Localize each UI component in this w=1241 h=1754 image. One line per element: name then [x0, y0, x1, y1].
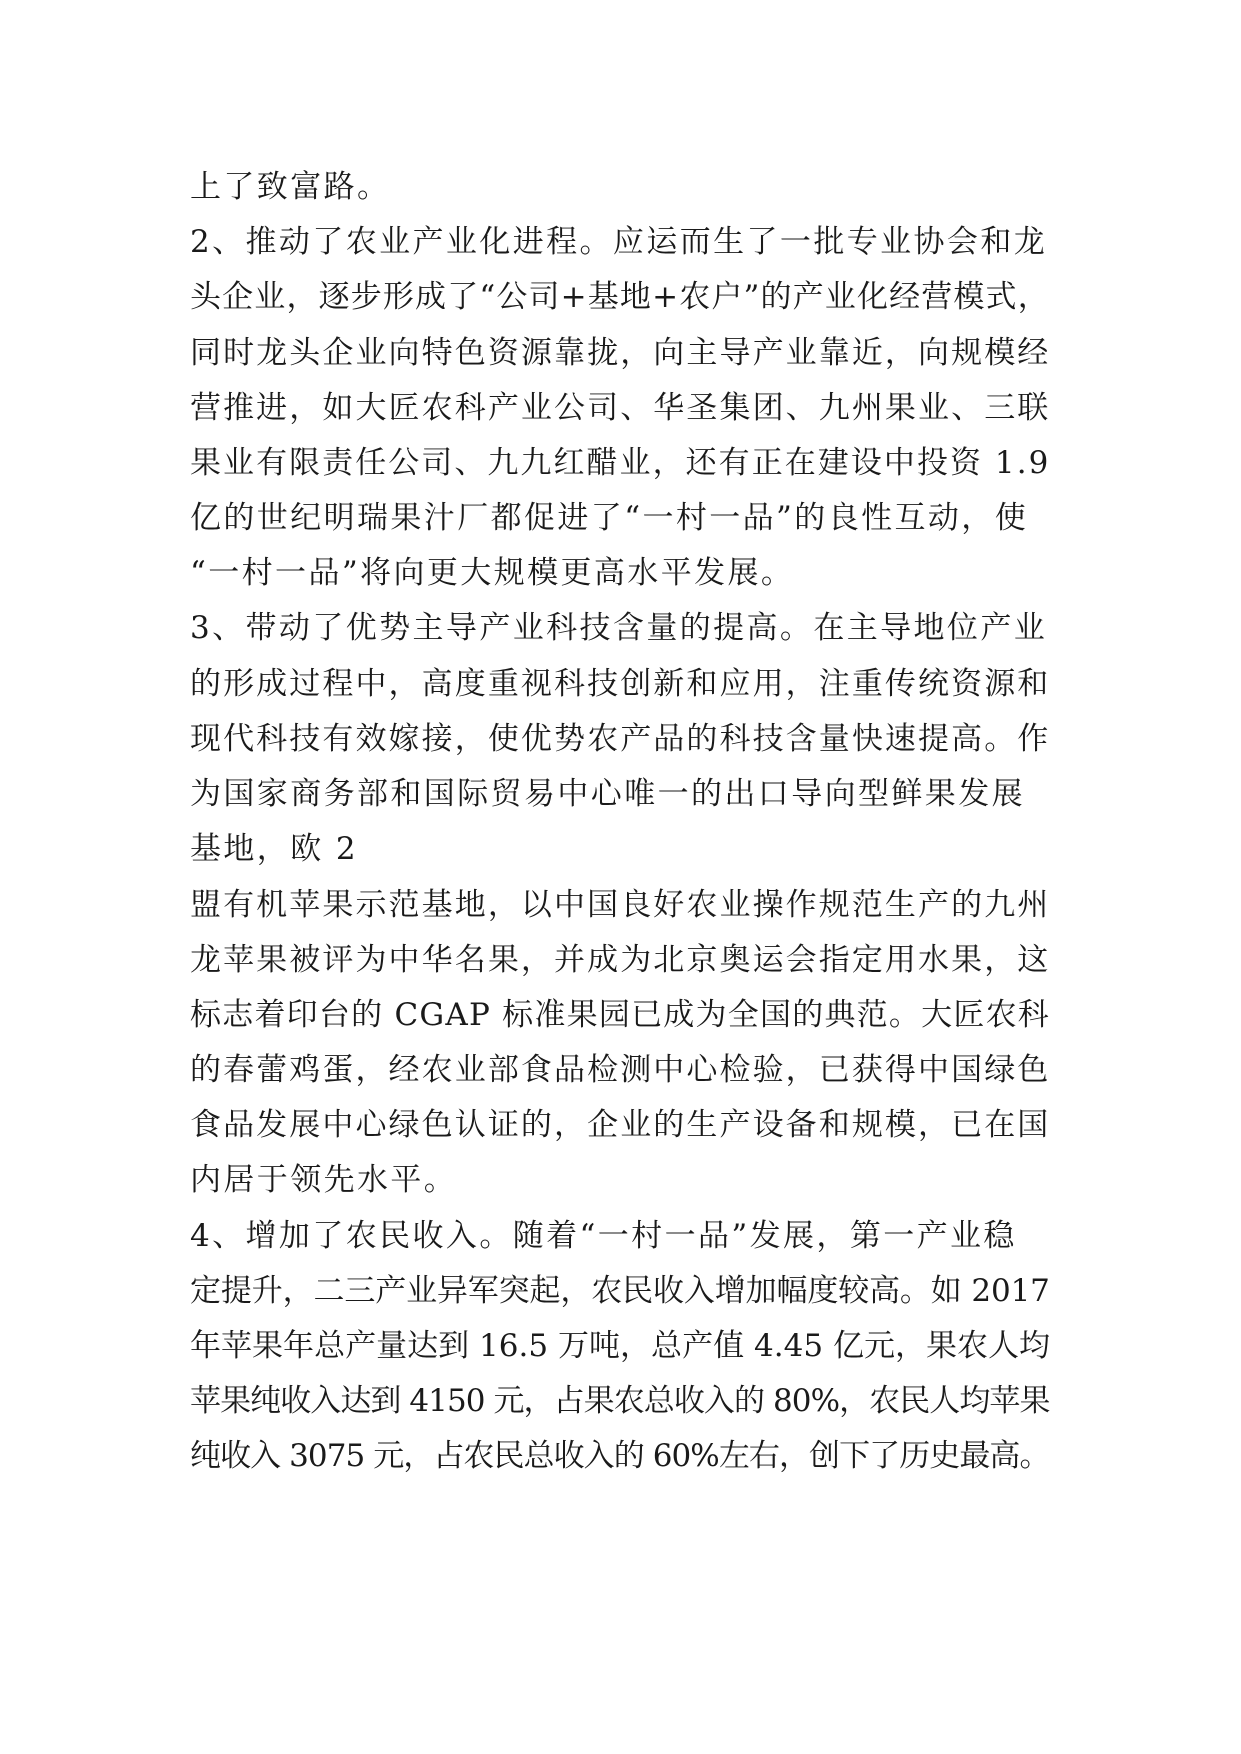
- text-line: 果业有限责任公司、九九红醋业，还有正在建设中投资 1.9: [190, 445, 1051, 481]
- text-line: 为国家商务部和国际贸易中心唯一的出口导向型鲜果发展: [190, 776, 1025, 812]
- text-line: 现代科技有效嫁接，使优势农产品的科技含量快速提高。作: [190, 721, 1051, 757]
- text-line: “一村一品”将向更大规模更高水平发展。: [190, 555, 795, 591]
- text-line: 盟有机苹果示范基地，以中国良好农业操作规范生产的九州: [190, 887, 1051, 923]
- text-line: 定提升，二三产业异军突起，农民收入增加幅度较高。如 2017: [190, 1273, 1050, 1309]
- text-line: 同时龙头企业向特色资源靠拢，向主导产业靠近，向规模经: [190, 335, 1051, 371]
- text-line: 3、带动了优势主导产业科技含量的提高。在主导地位产业: [190, 610, 1048, 646]
- text-line: 上了致富路。: [190, 169, 391, 205]
- text-line: 内居于领先水平。: [190, 1162, 458, 1198]
- text-line: 基地，欧 2: [190, 831, 358, 867]
- text-line: 头企业，逐步形成了“公司+基地+农户”的产业化经营模式，: [190, 279, 1050, 315]
- text-line: 的形成过程中，高度重视科技创新和应用，注重传统资源和: [190, 666, 1051, 702]
- text-line: 苹果纯收入达到 4150 元，占果农总收入的 80%，农民人均苹果: [190, 1383, 1050, 1419]
- text-line: 龙苹果被评为中华名果，并成为北京奥运会指定用水果，这: [190, 942, 1051, 978]
- text-line: 年苹果年总产量达到 16.5 万吨，总产值 4.45 亿元，果农人均: [190, 1328, 1051, 1364]
- text-line: 的春蕾鸡蛋，经农业部食品检测中心检验，已获得中国绿色: [190, 1052, 1051, 1088]
- text-line: 标志着印台的 CGAP 标准果园已成为全国的典范。大匠农科: [190, 997, 1051, 1033]
- text-line: 2、推动了农业产业化进程。应运而生了一批专业协会和龙: [190, 224, 1048, 260]
- text-line: 纯收入 3075 元，占农民总收入的 60%左右，创下了历史最高。: [190, 1438, 1050, 1474]
- text-line: 4、增加了农民收入。随着“一村一品”发展，第一产业稳: [190, 1218, 1017, 1254]
- text-line: 营推进，如大匠农科产业公司、华圣集团、九州果业、三联: [190, 390, 1051, 426]
- text-line: 食品发展中心绿色认证的，企业的生产设备和规模，已在国: [190, 1107, 1051, 1143]
- text-line: 亿的世纪明瑞果汁厂都促进了“一村一品”的良性互动，使: [190, 500, 1029, 536]
